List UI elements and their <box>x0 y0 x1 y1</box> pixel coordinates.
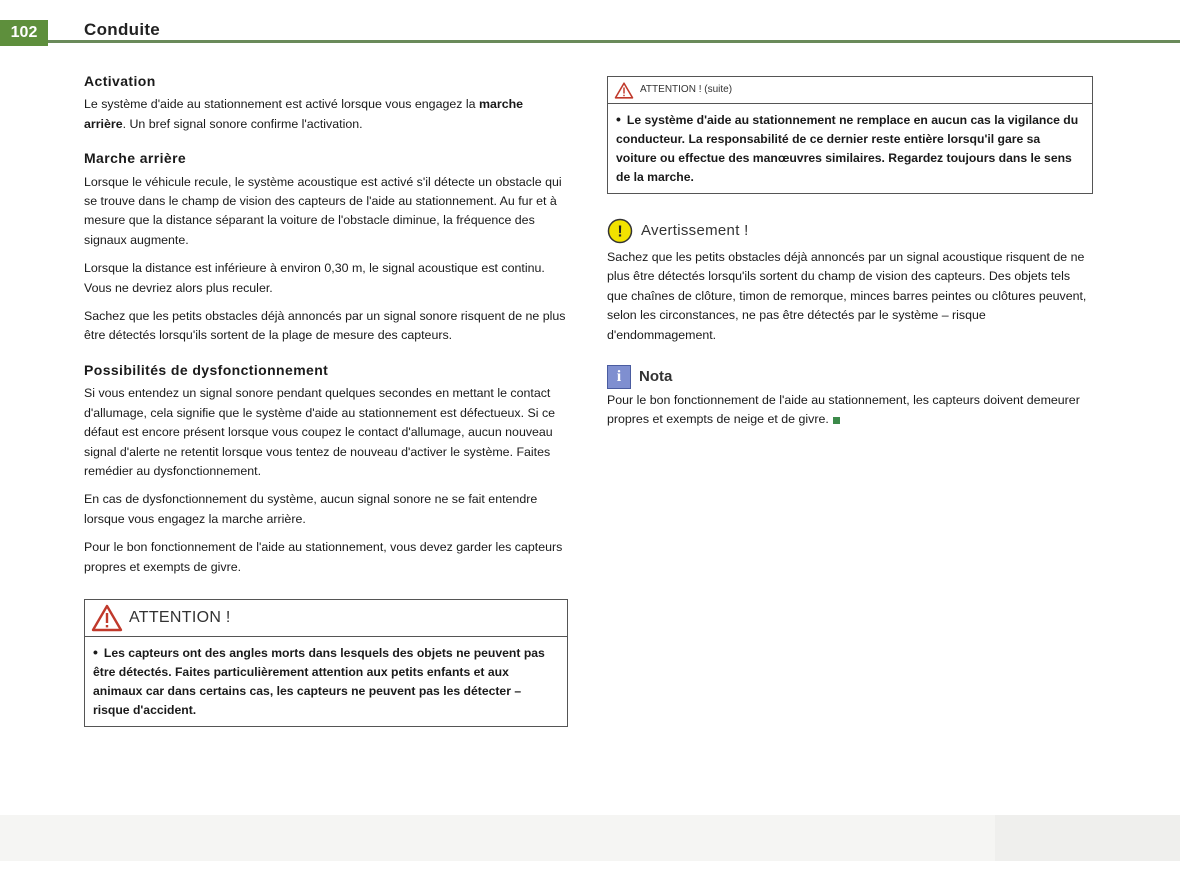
page-number: 102 <box>0 20 48 46</box>
paragraph-activation <box>84 95 568 134</box>
warning-continued-box <box>607 76 1093 194</box>
right-column <box>607 76 1093 439</box>
paragraph-dysfonction-3: Pour le bon fonctionnement de l'aide au stationnement, vous devez garder les capteurs propres et exempts de givre. <box>84 540 563 574</box>
warning-continued-bullet: • <box>616 111 621 127</box>
warning-box-header <box>85 600 567 637</box>
heading-dysfonctionnement: Possibilités de dysfonctionnement <box>84 361 329 378</box>
warning-label: ATTENTION ! <box>129 609 231 627</box>
paragraph-dysfonction-1: Si vous entendez un signal sonore pendant quelques secondes en mettant le contact d'allumage, cela signifie que le système d'aide au stationnement est défectueux. Si ce défaut est encore présent lorsque vous coupez le contact d'allumage, aucun nouveau signal d'alerte ne retentit lorsque vous tentez de nouveau d'activer le système. Faites remédier au dysfonctionnement. <box>84 386 556 478</box>
nota-paragraph <box>607 391 1093 430</box>
exclamation-circle-icon <box>607 218 633 244</box>
warning-bullet: • <box>93 643 98 660</box>
nota-heading <box>607 365 1093 389</box>
avertissement-label: Avertissement ! <box>641 222 749 240</box>
avertissement-heading <box>607 218 1093 244</box>
paragraph-marche-1: Lorsque le véhicule recule, le système acoustique est activé s'il détecte un obstacle qui se trouve dans le champ de vision des capteurs de l'aide au stationnement. Au fur et à mesure que la distance séparant la voiture de l'obstacle diminue, la fréquence des signaux augmente. <box>84 174 562 247</box>
warning-continued-text-block <box>608 104 1092 193</box>
paragraph-marche-3: Sachez que les petits obstacles déjà annoncés par un signal sonore risquent de ne plus être détectés lorsqu'ils sortent de la plage de mesure des capteurs. <box>84 309 566 343</box>
page-header <box>0 18 1180 46</box>
warning-text: Les capteurs ont des angles morts dans lesquels des objets ne peuvent pas être détectés. Faites particulièrement attention aux petits enfants et aux animaux car dans certains cas, les capteurs ne peuvent pas les détecter – risque d'accident. <box>93 645 545 717</box>
warning-continued-label: ATTENTION ! (suite) <box>640 84 733 96</box>
paragraph-marche-2: Lorsque la distance est inférieure à environ 0,30 m, le signal acoustique est continu. Vous ne devriez alors plus reculer. <box>84 261 545 295</box>
avertissement-icon-glyph: ! <box>617 223 623 241</box>
warning-triangle-icon <box>614 82 634 99</box>
nota-text: Pour le bon fonctionnement de l'aide au stationnement, les capteurs doivent demeurer propres et exempts de neige et de givre. <box>607 393 1080 427</box>
warning-continued-header <box>608 77 1092 104</box>
warning-triangle-icon <box>91 604 123 632</box>
left-column <box>84 72 568 727</box>
info-icon: i <box>607 365 631 389</box>
activation-text-a: Le système d'aide au stationnement est activé lorsque vous engagez la <box>84 97 479 112</box>
header-rule <box>48 40 1180 43</box>
heading-marche-arriere: Marche arrière <box>84 150 187 167</box>
paragraph-dysfonction-2: En cas de dysfonctionnement du système, aucun signal sonore ne se fait entendre lorsque vous engagez la marche arrière. <box>84 492 538 526</box>
activation-text-bold: marche arrière <box>84 97 524 131</box>
page-bottom-strip-right <box>995 815 1180 861</box>
warning-text-block <box>85 637 567 726</box>
avertissement-text: Sachez que les petits obstacles déjà annoncés par un signal acoustique risquent de ne plus être détectés lorsqu'ils sortent du champ de vision des capteurs. Des objets tels que chaînes de clôture, timon de remorque, minces barres peintes ou clôtures peuvent, selon les circonstances, ne pas être détectés par le système – risque d'endommagement. <box>607 250 1087 342</box>
section-title: Conduite <box>84 20 161 39</box>
nota-label: Nota <box>639 368 673 386</box>
end-of-section-icon <box>833 417 840 424</box>
heading-activation: Activation <box>84 73 156 89</box>
warning-continued-text: Le système d'aide au stationnement ne remplace en aucun cas la vigilance du conducteur. La responsabilité de ce dernier reste entière lorsqu'il gare sa voiture ou effectue des manœuvres similaires. Regardez toujours dans le sens de la marche. <box>616 113 1079 184</box>
warning-box <box>84 599 568 727</box>
activation-text-b: . Un bref signal sonore confirme l'activation. <box>122 116 363 131</box>
